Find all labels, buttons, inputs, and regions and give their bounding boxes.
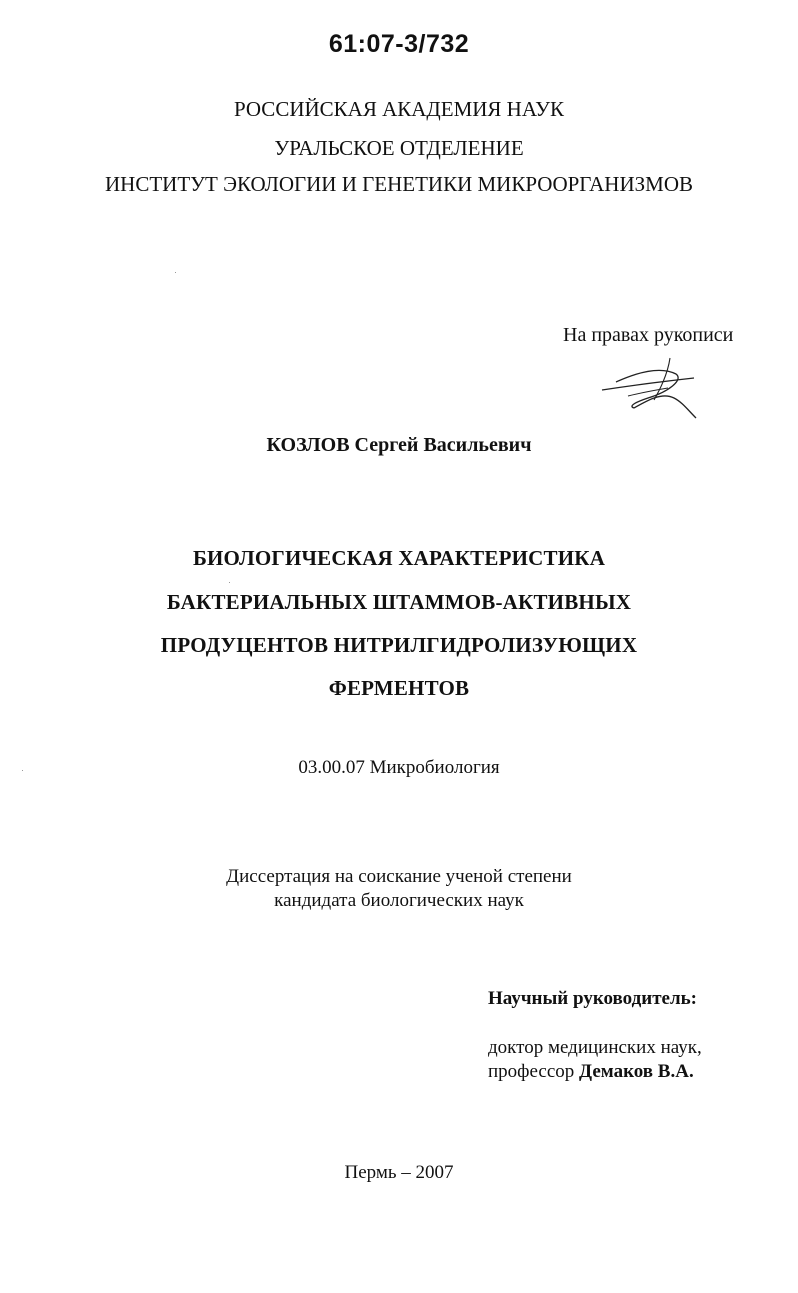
organization-academy: РОССИЙСКАЯ АКАДЕМИЯ НАУК [233, 97, 565, 121]
title-line-1: БИОЛОГИЧЕСКАЯ ХАРАКТЕРИСТИКА [192, 546, 606, 570]
handwritten-signature [598, 352, 708, 422]
rights-note: На правах рукописи [563, 324, 734, 346]
city-year: Пермь – 2007 [344, 1162, 454, 1183]
title-line-2: БАКТЕРИАЛЬНЫХ ШТАММОВ-АКТИВНЫХ [166, 590, 632, 614]
scan-speck [175, 272, 176, 273]
organization-branch: УРАЛЬСКОЕ ОТДЕЛЕНИЕ [274, 136, 524, 160]
organization-institute: ИНСТИТУТ ЭКОЛОГИИ И ГЕНЕТИКИ МИКРООРГАНИЗМОВ [105, 172, 693, 196]
supervisor-name-line [488, 1061, 694, 1083]
supervisor-title: профессор [488, 1061, 575, 1082]
supervisor-label: Научный руководитель: [488, 988, 697, 1009]
title-line-3: ПРОДУЦЕНТОВ НИТРИЛГИДРОЛИЗУЮЩИХ [160, 633, 638, 657]
catalog-code: 61:07-3/732 [328, 30, 470, 58]
supervisor-degree: доктор медицинских наук, [488, 1037, 702, 1058]
author-name: КОЗЛОВ Сергей Васильевич [266, 434, 532, 456]
specialty-code: 03.00.07 Микробиология [298, 757, 500, 778]
scan-speck [229, 582, 230, 583]
supervisor-name: Демаков В.А. [579, 1061, 694, 1082]
title-line-4: ФЕРМЕНТОВ [328, 676, 470, 700]
dissertation-line-1: Диссертация на соискание ученой степени [226, 866, 572, 887]
dissertation-line-2: кандидата биологических наук [274, 890, 524, 911]
